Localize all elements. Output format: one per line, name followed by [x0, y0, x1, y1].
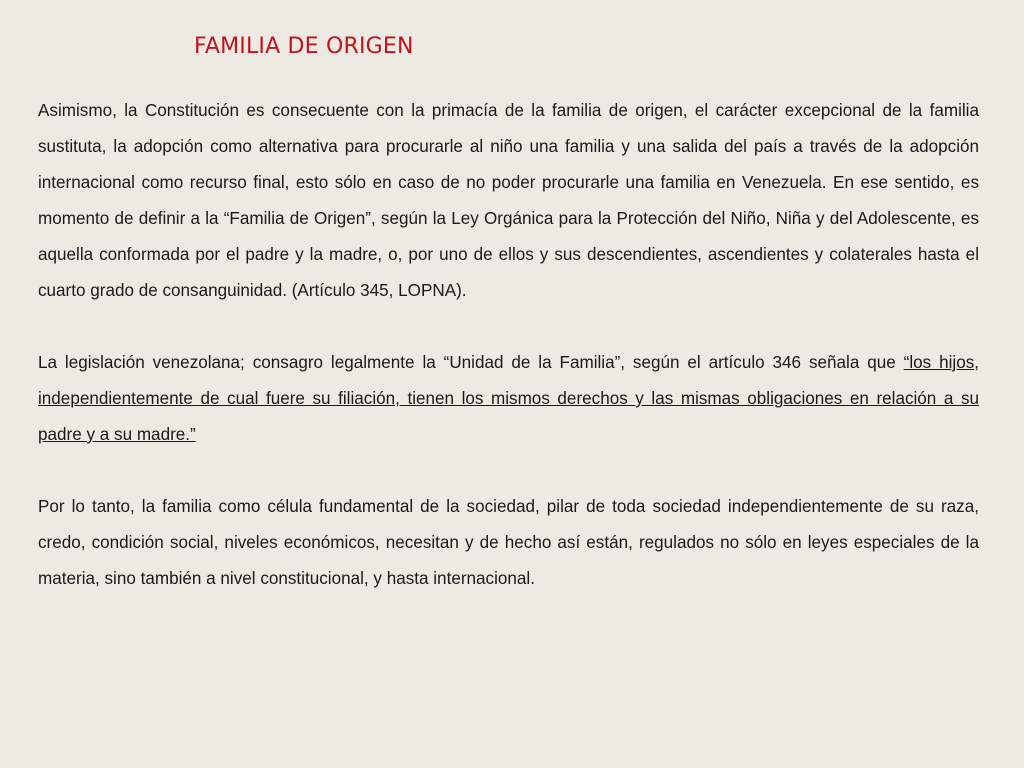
- paragraph-intro-text: La legislación venezolana; consagro legalmente la “Unidad de la Familia”, según el artículo 346 señala que: [38, 353, 904, 372]
- paragraph-unidad-de-la-familia: [38, 345, 979, 453]
- underlined-quote: “los hijos, independientemente de cual fuere su filiación, tienen los mismos derechos y las mismas obligaciones en relación a su padre y a su madre.”: [38, 353, 980, 444]
- slide-body: [38, 93, 979, 597]
- slide-title: FAMILIA DE ORIGEN: [194, 34, 414, 59]
- paragraph-familia-de-origen: Asimismo, la Constitución es consecuente con la primacía de la familia de origen, el carácter excepcional de la familia sustituta, la adopción como alternativa para procurarle al niño una familia y una salida del país a través de la adopción internacional como recurso final, esto sólo en caso de no poder procurarle una familia en Venezuela. En ese sentido, es momento de definir a la “Familia de Origen”, según la Ley Orgánica para la Protección del Niño, Niña y del Adolescente, es aquella conformada por el padre y la madre, o, por uno de ellos y sus descendientes, ascendientes y colaterales hasta el cuarto grado de consanguinidad. (Artículo 345, LOPNA).: [38, 101, 979, 300]
- paragraph-conclusion: Por lo tanto, la familia como célula fundamental de la sociedad, pilar de toda sociedad independientemente de su raza, credo, condición social, niveles económicos, necesitan y de hecho así están, regulados no sólo en leyes especiales de la materia, sino también a nivel constitucional, y hasta internacional.: [38, 497, 979, 588]
